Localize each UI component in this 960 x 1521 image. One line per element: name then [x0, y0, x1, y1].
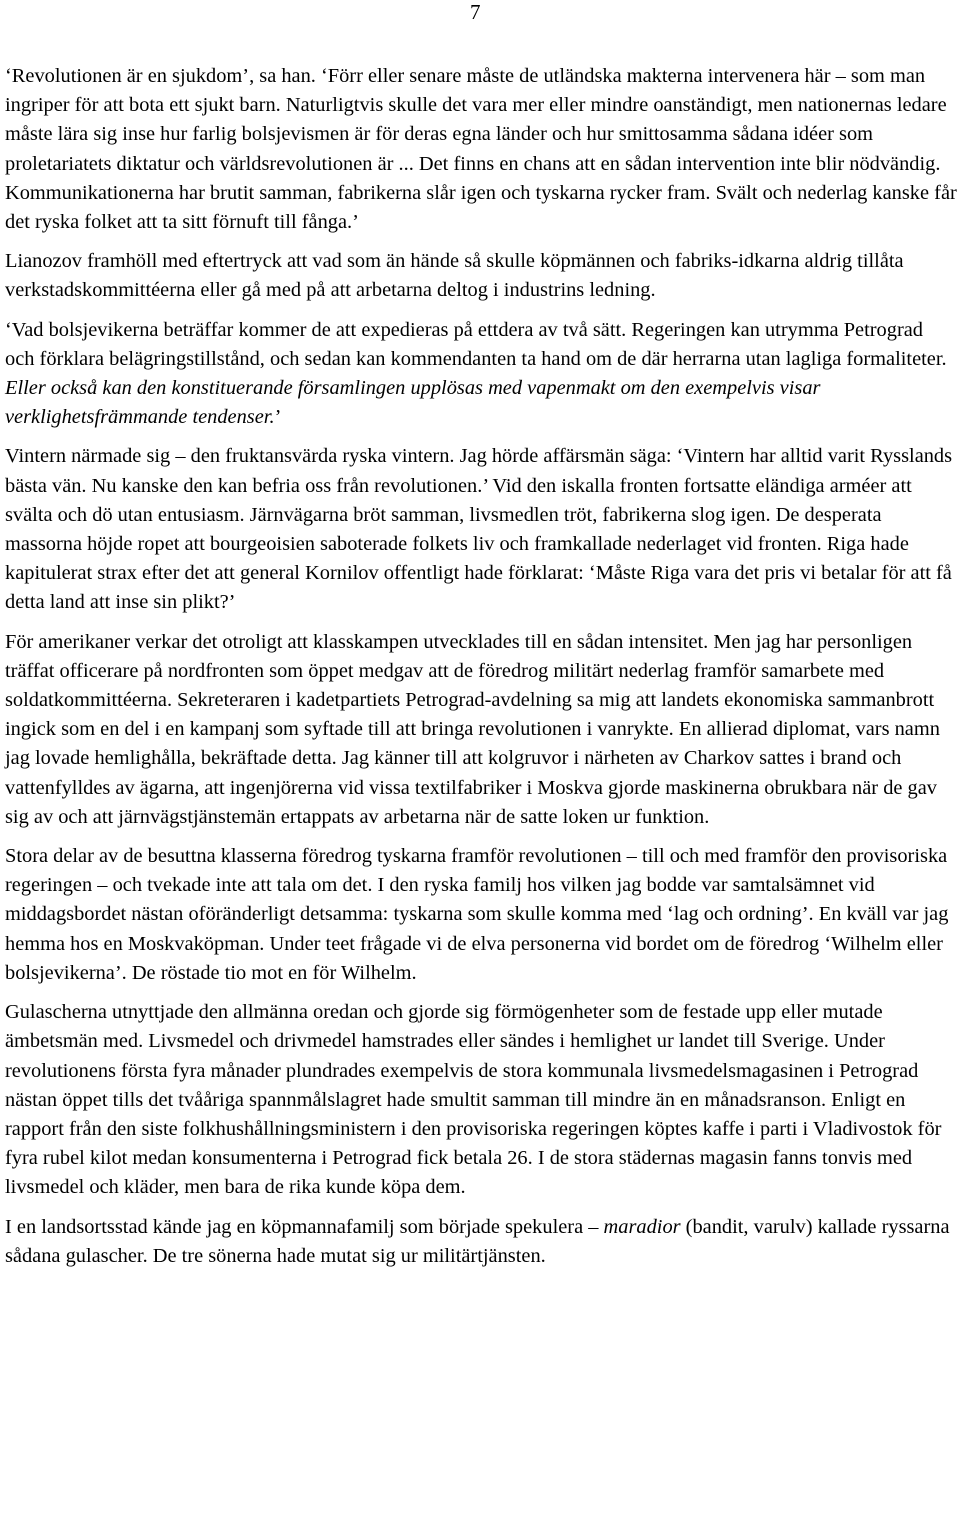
paragraph-text: Gulascherna utnyttjade den allmänna oredan och gjorde sig förmögenheter som de festade upp eller mutade ämbetsmän med. Livsmedel och drivmedel hamstrades eller sändes i hemlighet ur landet till Sverige. Under revolutionens första fyra månader plundrades exempelvis de stora kommunala livsmedelsmagasinen i Petrograd nästan öppet tills det tvååriga spannmålslagret hade smultit samman till mindre än en månadsranson. Enligt en rapport från den siste folkhushållningsministern i den provisoriska regeringen köptes kaffe i parti i Vladivostok för fyra rubel kilot medan konsumenterna i Petrograd fick betala 26. I de stora städernas magasin fanns tonvis med livsmedel och kläder, men bara de rika kunde köpa dem.	[5, 1001, 942, 1199]
paragraph-6	[5, 842, 957, 988]
paragraph-7	[5, 998, 957, 1202]
paragraph-text: ‘Vad bolsjevikerna beträffar kommer de att expedieras på ettdera av två sätt. Regeringen kan utrymma Petrograd och förklara belägringstillstånd, och sedan kan kommendanten ta hand om de där herrarna utan lagliga formaliteter.	[5, 318, 947, 370]
paragraph-text: Vintern närmade sig – den fruktansvärda ryska vintern. Jag hörde affärsmän säga: ‘Vintern har alltid varit Rysslands bästa vän. Nu kanske den kan befria oss från revolutionen.’ Vid den iskalla fronten fortsatte eländiga arméer att svälta och dö utan entusiasm. Järnvägarna bröt samman, livsmedlen tröt, fabrikerna slog igen. De desperata massorna höjde ropet att bourgeoisien saboterade folkets liv och framkallade nederlaget vid fronten. Riga hade kapitulerat strax efter det att general Kornilov offentligt hade förklarat: ‘Måste Riga vara det pris vi betalar för att få detta land att inse sin plikt?’	[5, 445, 953, 614]
paragraph-5	[5, 628, 957, 832]
paragraph-4	[5, 442, 957, 617]
paragraph-2	[5, 247, 957, 305]
paragraph-text: Lianozov framhöll med eftertryck att vad som än hände så skulle köpmännen och fabriks-idkarna aldrig tillåta verkstadskommittéerna eller gå med på att arbetarna deltog i industrins ledning.	[5, 250, 904, 302]
italic-text: Eller också kan den konstituerande församlingen upplösas med vapenmakt om den exempelvis visar verklighetsfrämmande tendenser.	[5, 377, 821, 429]
italic-text: maradior	[603, 1215, 681, 1238]
paragraph-text: ‘Revolutionen är en sjukdom’, sa han. ‘Förr eller senare måste de utländska makterna intervenera här – som man ingriper för att bota ett sjukt barn. Naturligtvis skulle det vara mer eller mindre oanständigt, men nationernas ledare måste lära sig inse hur farlig bolsjevismen är för deras egna länder och hur smittosamma sådana idéer som proletariatets diktatur och världsrevolutionen är ... Det finns en chans att en sådan intervention inte blir nödvändig. Kommunikationerna har brutit samman, fabrikerna slår igen och tyskarna rycker fram. Svält och nederlag kanske får det ryska folket att ta sitt förnuft till fånga.’	[5, 65, 957, 234]
paragraph-text: ’	[274, 406, 282, 429]
paragraph-text: I en landsortsstad kände jag en köpmannafamilj som började spekulera –	[5, 1215, 604, 1238]
paragraph-text: Stora delar av de besuttna klasserna föredrog tyskarna framför revolutionen – till och med framför den provisoriska regeringen – och tvekade inte att tala om det. I den ryska familj hos vilken jag bodde var samtalsämnet vid middagsbordet nästan oföränderligt detsamma: tyskarna som skulle komma med ‘lag och ordning’. En kväll var jag hemma hos en Moskvaköpman. Under teet frågade vi de elva personerna vid bordet om de föredrog ‘Wilhelm eller bolsjevikerna’. De röstade tio mot en för Wilhelm.	[5, 845, 949, 984]
page-number: 7	[470, 0, 481, 24]
paragraph-1	[5, 62, 957, 237]
document-body	[5, 62, 957, 1271]
paragraph-8	[5, 1213, 957, 1271]
paragraph-3	[5, 316, 957, 433]
paragraph-text: (bandit, varulv) kallade ryssarna sådana gulascher. De tre sönerna hade mutat sig ur militärtjänsten.	[5, 1215, 950, 1267]
paragraph-text: För amerikaner verkar det otroligt att klasskampen utvecklades till en sådan intensitet. Men jag har personligen träffat officerare på nordfronten som öppet medgav att de föredrog militärt nederlag framför samarbete med soldatkommittéerna. Sekreteraren i kadetpartiets Petrograd-avdelning sa mig att landets ekonomiska sammanbrott ingick som en del i en kampanj som syftade till att bringa revolutionen i vanrykte. En allierad diplomat, vars namn jag lovade hemlighålla, bekräftade detta. Jag känner till att kolgruvor i närheten av Charkov sattes i brand och vattenfylldes av ägarna, att ingenjörerna vid vissa textilfabriker i Moskva gjorde maskinerna obrukbara när de gav sig av och att järnvägstjänstemän ertappats av arbetarna när de satte loken ur funktion.	[5, 630, 940, 828]
